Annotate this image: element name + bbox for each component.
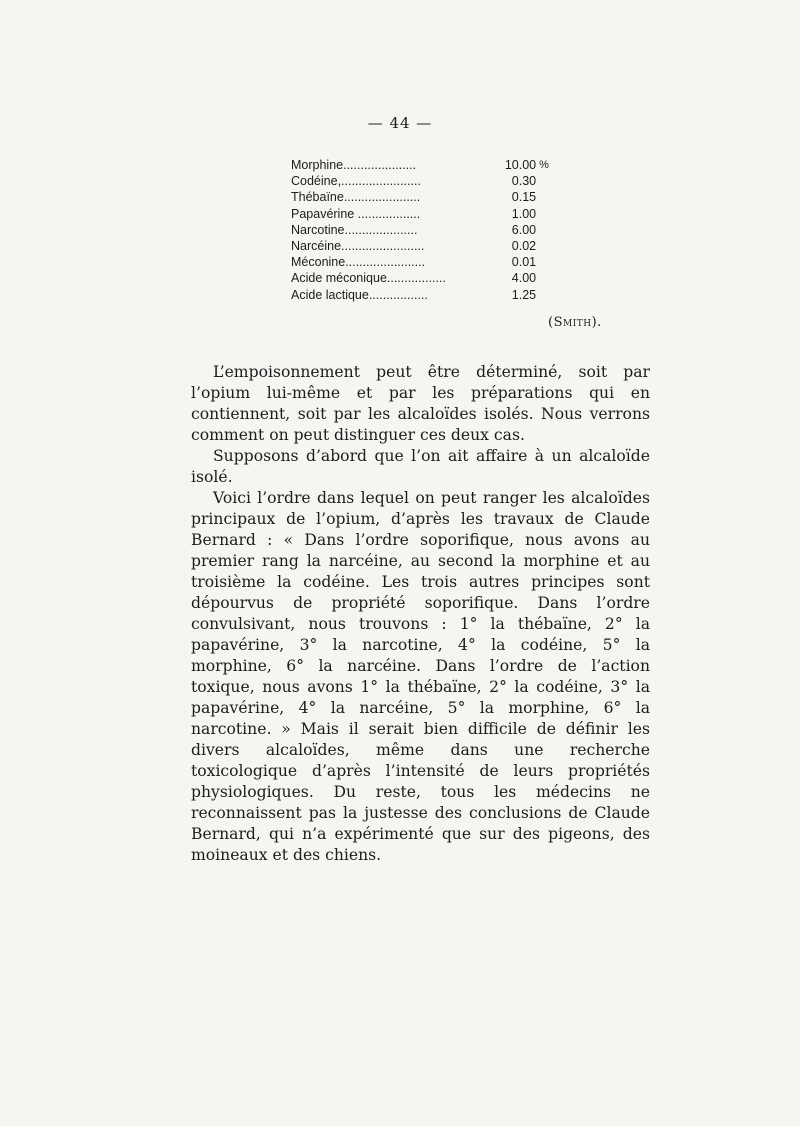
alkaloid-value: 0.02 xyxy=(511,238,537,253)
alkaloid-value: 10.00 xyxy=(504,158,537,172)
alkaloid-name: Acide lactique................. xyxy=(291,287,428,302)
table-row xyxy=(291,157,551,173)
page-number: — 44 — xyxy=(367,114,433,132)
alkaloid-name: Thébaïne...................... xyxy=(291,190,421,205)
table-row xyxy=(291,189,551,205)
paragraph: L’empoisonnement peut être déterminé, soit par l’opium lui-même et par les préparations qui en contiennent, soit par les alcaloïdes isolés. Nous verrons comment on peut distinguer ces deux cas. xyxy=(191,363,650,444)
table-row xyxy=(291,254,551,270)
percent-unit xyxy=(536,222,551,238)
alkaloid-value: 0.15 xyxy=(511,190,537,205)
percent-unit xyxy=(536,238,551,254)
table-row xyxy=(291,287,551,303)
table-row xyxy=(291,222,551,238)
alkaloid-name: Morphine..................... xyxy=(291,158,417,172)
composition-table xyxy=(291,157,551,303)
table-row xyxy=(291,270,551,286)
table-source: (Smith). xyxy=(548,315,602,330)
paragraph: Supposons d’abord que l’on ait affaire à un alcaloïde isolé. xyxy=(191,447,650,486)
alkaloid-name: Papavérine .................. xyxy=(291,206,421,221)
percent-unit xyxy=(536,206,551,222)
percent-unit xyxy=(536,287,551,303)
percent-unit xyxy=(536,254,551,270)
table-row xyxy=(291,173,551,189)
alkaloid-value: 1.25 xyxy=(511,287,537,302)
alkaloid-value: 0.30 xyxy=(511,174,537,189)
alkaloid-name: Narcotine..................... xyxy=(291,222,418,237)
alkaloid-value: 0.01 xyxy=(511,255,537,270)
table-row xyxy=(291,206,551,222)
alkaloid-name: Méconine....................... xyxy=(291,255,426,270)
alkaloid-name: Codéine,....................... xyxy=(291,174,421,189)
percent-unit xyxy=(536,173,551,189)
percent-unit xyxy=(536,270,551,286)
alkaloid-name: Acide méconique................. xyxy=(291,271,446,286)
body-text xyxy=(191,362,650,866)
alkaloid-value: 6.00 xyxy=(511,222,537,237)
alkaloid-name: Narcéine........................ xyxy=(291,238,425,253)
alkaloid-value: 4.00 xyxy=(511,271,537,286)
percent-unit: % xyxy=(539,159,549,171)
table-row xyxy=(291,238,551,254)
paragraph: Voici l’ordre dans lequel on peut ranger les alcaloïdes principaux de l’opium, d’après les travaux de Claude Bernard : « Dans l’ordre soporifique, nous avons au premier rang la narcéine, au second la morphine et au troisième la codéine. Les trois autres principes sont dépourvus de propriété soporifique. Dans l’ordre convulsivant, nous trouvons : 1° la thébaïne, 2° la papavérine, 3° la narcotine, 4° la codéine, 5° la morphine, 6° la narcéine. Dans l’ordre de l’action toxique, nous avons 1° la thébaïne, 2° la codéine, 3° la papavérine, 4° la narcéine, 5° la morphine, 6° la narcotine. » Mais il serait bien difficile de définir les divers alcaloïdes, même dans une recherche toxicologique d’après l’intensité de leurs propriétés physiologiques. Du reste, tous les médecins ne reconnaissent pas la justesse des conclusions de Claude Bernard, qui n’a expérimenté que sur des pigeons, des moineaux et des chiens. xyxy=(191,489,650,864)
alkaloid-value: 1.00 xyxy=(511,206,537,221)
percent-unit xyxy=(536,189,551,205)
